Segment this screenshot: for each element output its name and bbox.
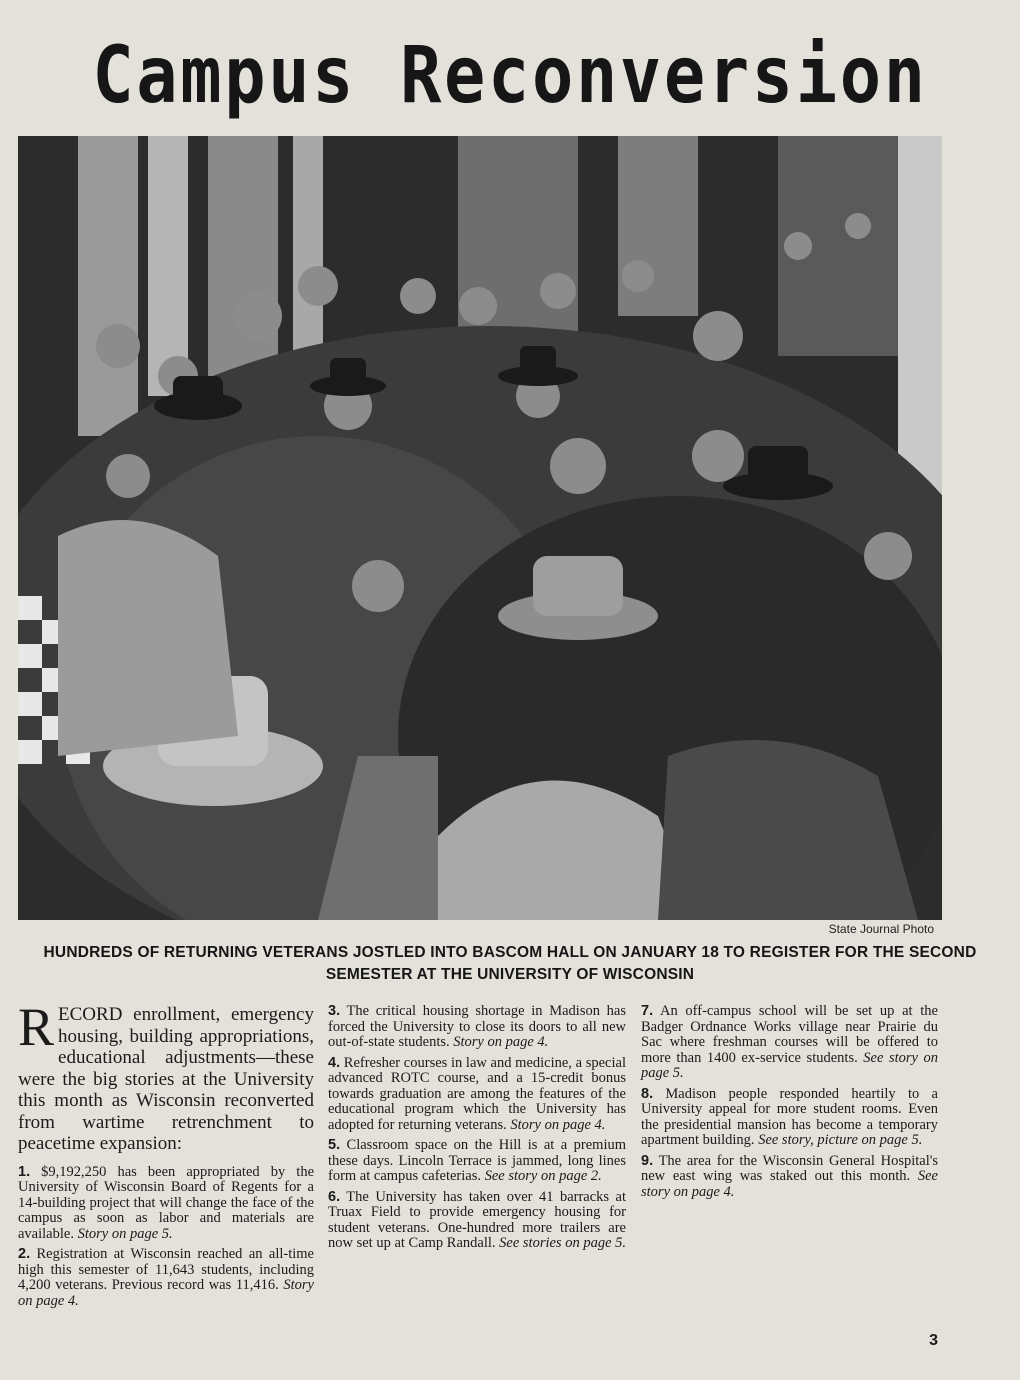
photo-credit: State Journal Photo — [828, 922, 934, 936]
crowd-photo — [18, 136, 942, 920]
list-item: 4. Refresher courses in law and medicine, a special advanced ROTC course, and a 15-credit bonus towards graduation are among the features of the educational program which the University has adopted for returning veterans. Story on page 4. — [328, 1054, 626, 1133]
list-item: 7. An off-campus school will be set up at the Badger Ordnance Works village near Prairie du Sac where freshman courses will be offered to more than 1400 ex-service students. See story on page 5. — [641, 1003, 938, 1081]
list-item: 1. $9,192,250 has been appropriated by the University of Wisconsin Board of Regents for a 14-building project that will change the face of the campus as soon as labor and materials are available. Story on page 5. — [18, 1163, 314, 1242]
list-item: 9. The area for the Wisconsin General Hospital's new east wing was staked out this month. See story on page 4. — [641, 1152, 938, 1200]
list-item: 5. Classroom space on the Hill is at a premium these days. Lincoln Terrace is jammed, long lines form at campus cafeterias. See story on page 2. — [328, 1137, 626, 1184]
list-item: 6. The University has taken over 41 barracks at Truax Field to provide emergency housing for student veterans. One-hundred more trailers are now set up at Camp Randall. See stories on page 5. — [328, 1188, 627, 1251]
article-column-1 — [18, 997, 314, 1314]
lead-text: ECORD enrollment, emergency housing, building appropriations, educational adjustments—these were the big stories at the University this month as Wisconsin reconverted from wartime retrenchment to peacetime expansion: — [18, 1004, 314, 1154]
list-item: 3. The critical housing shortage in Madison has forced the University to close its doors to all new out-of-state students. Story on page 4. — [328, 1003, 626, 1050]
photo-caption: HUNDREDS OF RETURNING VETERANS JOSTLED INTO BASCOM HALL ON JANUARY 18 TO REGISTER FOR THE SECOND SEMESTER AT THE UNIVERSITY OF WISCONSIN — [43, 944, 977, 983]
drop-cap: R — [18, 997, 55, 1057]
list-item: 2. Registration at Wisconsin reached an all-time high this semester of 11,643 students, including 4,200 veterans. Previous record was 11,416. Story on page 4. — [18, 1246, 314, 1309]
page-number: 3 — [929, 1332, 938, 1349]
crowd-photo-icon — [18, 136, 942, 920]
list-item: 8. Madison people responded heartily to a University appeal for more student rooms. Even the presidential mansion has become a temporary apartment building. See story, picture on page 5. — [641, 1085, 938, 1148]
article-column-2 — [328, 1004, 626, 1257]
lead-paragraph — [18, 997, 314, 1155]
article-column-3 — [641, 1004, 938, 1205]
page-headline: Campus Reconversion — [92, 31, 928, 121]
